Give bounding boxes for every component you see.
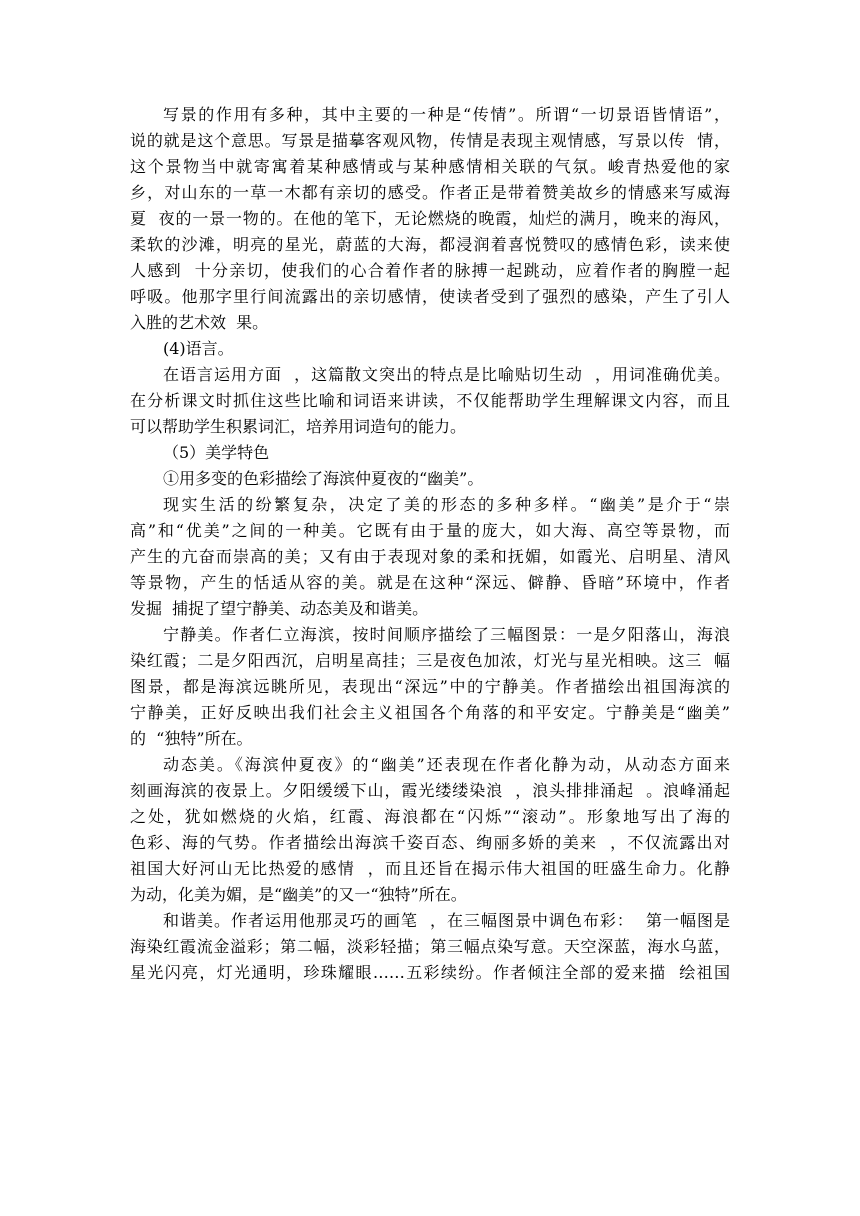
text-line: 的 “独特”所在。 <box>130 729 253 748</box>
text-line: 人感到 十分亲切，使我们的心合着作者的脉搏一起跳动，应着作者的胸膛一起 <box>130 261 730 280</box>
text-line: 为动，化美为媚，是“幽美”的又一“独特”所在。 <box>130 885 467 904</box>
text-line: 星光闪亮，灯光通明，珍珠耀眼……五彩续纷。作者倾注全部的爱来描 绘祖国 <box>130 963 730 982</box>
text-line: 现实生活的纷繁复杂，决定了美的形态的多种多样。“幽美”是介于“崇 <box>163 495 730 514</box>
text-line: 宁静美，正好反映出我们社会主义祖国各个角落的和平安定。宁静美是“幽美” <box>130 703 730 722</box>
text-line: 说的就是这个意思。写景是描摹客观风物，传情是表现主观情感，写景以传 情， <box>130 131 730 150</box>
text-line: 发掘 捕捉了望宁静美、动态美及和谐美。 <box>130 599 429 618</box>
text-line: 高”和“优美”之间的一种美。它既有由于量的庞大，如大海、高空等景物，而 <box>130 521 730 540</box>
text-line: 柔软的沙滩，明亮的星光，蔚蓝的大海，都浸润着喜悦赞叹的感情色彩，读来使 <box>130 235 730 254</box>
text-line: 夏 夜的一景一物的。在他的笔下，无论燃烧的晚霞，灿烂的满月，晚来的海风， <box>130 209 730 228</box>
text-line: 动态美。《海滨仲夏夜》的“幽美”还表现在作者化静为动，从动态方面来 <box>163 755 730 774</box>
text-line: ①用多变的色彩描绘了海滨仲夏夜的“幽美”。 <box>163 469 484 488</box>
text-line: 产生的亢奋而崇高的美；又有由于表现对象的柔和抚媚，如霞光、启明星、清风 <box>130 547 730 566</box>
text-line: 图景，都是海滨远眺所见，表现出“深远”中的宁静美。作者描绘出祖国海滨的 <box>130 677 730 696</box>
text-line: （5）美学特色 <box>163 443 270 462</box>
text-line: 海染红霞流金溢彩；第二幅，淡彩轻描；第三幅点染写意。天空深蓝，海水乌蓝， <box>130 937 730 956</box>
text-line: 写景的作用有多种，其中主要的一种是“传情”。所谓“一切景语皆情语”， <box>163 105 730 124</box>
text-line: (4)语言。 <box>163 339 234 358</box>
text-line: 可以帮助学生积累词汇，培养用词造句的能力。 <box>130 417 467 436</box>
text-line: 祖国大好河山无比热爱的感情 ，而且还旨在揭示伟大祖国的旺盛生命力。化静 <box>130 859 730 878</box>
text-line: 这个景物当中就寄寓着某种感情或与某种感情相关联的气氛。峻青热爱他的家 <box>130 157 730 176</box>
text-line: 和谐美。作者运用他那灵巧的画笔 ，在三幅图景中调色布彩： 第一幅图是 <box>163 911 730 930</box>
text-line: 入胜的艺术效 果。 <box>130 313 269 332</box>
text-line: 乡，对山东的一草一木都有亲切的感受。作者正是带着赞美故乡的情感来写威海 <box>130 183 730 202</box>
text-line: 染红霞；二是夕阳西沉，启明星高挂；三是夜色加浓，灯光与星光相映。这三 幅 <box>130 651 730 670</box>
text-line: 在分析课文时抓住这些比喻和词语来讲读，不仅能帮助学生理解课文内容，而且 <box>130 391 730 410</box>
text-line: 刻画海滨的夜景上。夕阳缓缓下山，霞光缕缕染浪 ，浪头排排涌起 。浪峰涌起 <box>130 781 730 800</box>
text-line: 呼吸。他那字里行间流露出的亲切感情，使读者受到了强烈的感染，产生了引人 <box>130 287 730 306</box>
text-line: 色彩、海的气势。作者描绘出海滨千姿百态、绚丽多娇的美来 ，不仅流露出对 <box>130 833 730 852</box>
text-line: 之处，犹如燃烧的火焰，红霞、海浪都在“闪烁”“滚动”。形象地写出了海的 <box>130 807 730 826</box>
document-page <box>130 102 730 986</box>
text-line: 等景物，产生的恬适从容的美。就是在这种“深远、僻静、昏暗”环境中，作者 <box>130 573 730 592</box>
text-line: 在语言运用方面 ，这篇散文突出的特点是比喻贴切生动 ，用词准确优美。 <box>163 365 730 384</box>
text-line: 宁静美。作者仁立海滨，按时间顺序描绘了三幅图景：一是夕阳落山，海浪 <box>163 625 730 644</box>
